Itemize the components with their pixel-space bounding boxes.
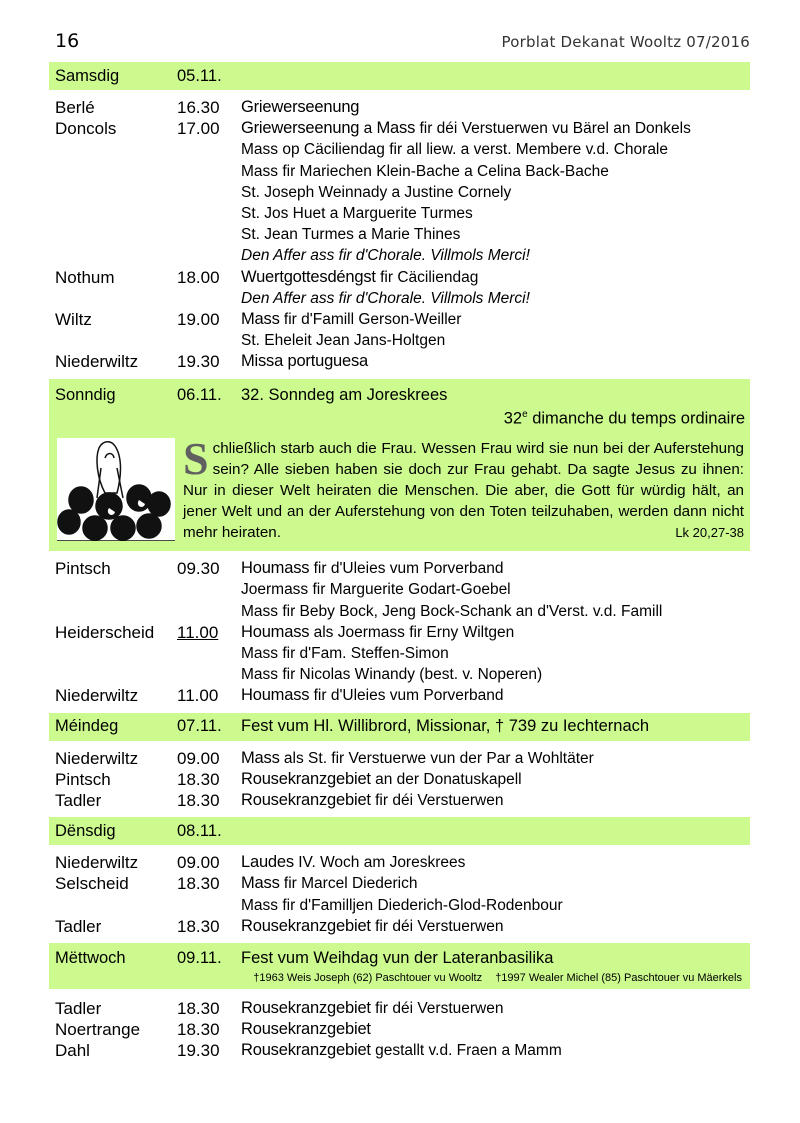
- day-name: Sonndig: [55, 385, 116, 404]
- publication-title: Porblat Dekanat Wooltz 07/2016: [501, 33, 750, 51]
- place: Berlé: [55, 98, 95, 117]
- service-line: [241, 852, 750, 873]
- schedule: [49, 62, 750, 1068]
- time: 18.30: [177, 790, 220, 810]
- time: 18.30: [177, 998, 220, 1018]
- time: 18.30: [177, 916, 220, 936]
- service-entry: [49, 1019, 750, 1040]
- day-date: 09.11.: [177, 948, 222, 967]
- service-type: Rousekranzgebiet: [241, 769, 371, 788]
- sunday-entries: [49, 558, 750, 706]
- service-entry: [49, 309, 750, 351]
- gospel-reading: [49, 433, 750, 543]
- time: 18.30: [177, 1020, 220, 1040]
- time: 17.00: [177, 119, 220, 139]
- drop-cap: S: [183, 433, 209, 485]
- day-header-saturday: [49, 62, 750, 90]
- service-entry: [49, 998, 750, 1019]
- service-type: Houmass: [241, 686, 310, 705]
- time: 18.30: [177, 874, 220, 894]
- service-line: [241, 769, 750, 790]
- offering-note: Den Affer ass fir d'Chorale. Villmols Merci!: [241, 289, 530, 307]
- place: Niederwiltz: [55, 686, 139, 706]
- memorial-note: †1997 Wealer Michel (85) Paschtouer vu Mäerkels: [495, 971, 742, 984]
- service-line: Mass fir Beby Bock, Jeng Bock-Schank an d'Verst. v.d. Famill: [241, 602, 663, 620]
- service-type: Mass: [376, 119, 416, 138]
- place: Selscheid: [55, 874, 129, 894]
- service-line: [241, 309, 750, 330]
- service-type: Rousekranzgebiet: [241, 1041, 371, 1060]
- service-line: [241, 790, 750, 811]
- day-header-wednesday: [49, 943, 750, 989]
- time: 09.00: [177, 748, 220, 768]
- service-entry: [49, 748, 750, 769]
- place: Pintsch: [55, 559, 111, 579]
- day-subtitle: [49, 409, 750, 429]
- service-line: [241, 1040, 750, 1061]
- service-line: [241, 622, 750, 643]
- page-header: [55, 30, 750, 54]
- place: Tadler: [55, 790, 102, 810]
- service-detail: an der Donatuskapell: [370, 770, 522, 788]
- service-detail: fir Cäciliendag: [375, 268, 479, 286]
- service-type: Missa portuguesa: [241, 352, 369, 371]
- reading-text: [183, 433, 750, 543]
- service-type: Griewerseenung: [241, 119, 360, 138]
- service-entry: [49, 852, 750, 873]
- service-detail: a: [359, 120, 377, 138]
- service-type: Wuertgottesdéngst: [241, 267, 376, 286]
- day-name: Dënsdig: [55, 821, 116, 840]
- day-title: 32. Sonndeg am Joreskrees: [241, 385, 448, 404]
- service-entry: [49, 769, 750, 790]
- service-type: Mass: [241, 874, 280, 893]
- service-type: Houmass: [241, 622, 310, 641]
- tuesday-entries: [49, 852, 750, 937]
- day-title: Fest vum Hl. Willibrord, Missionar, † 739 zu Iechternach: [241, 717, 650, 736]
- service-detail: fir déi Verstuerwen: [370, 917, 504, 935]
- service-line: [241, 748, 750, 769]
- day-date: 08.11.: [177, 821, 222, 840]
- service-type: Griewerseenung: [241, 98, 360, 116]
- service-line: St. Jean Turmes a Marie Thines: [241, 226, 461, 244]
- subtitle-ordinal: e: [522, 408, 528, 420]
- offering-note: Den Affer ass fir d'Chorale. Villmols Merci!: [241, 247, 530, 265]
- subtitle-text: dimanche du temps ordinaire: [527, 409, 745, 428]
- service-detail: als St. fir Verstuerwe vun der Par a Wohltäter: [279, 749, 594, 767]
- service-detail: als Joermass fir Erny Wiltgen: [309, 623, 515, 641]
- service-line: Mass fir Mariechen Klein-Bache a Celina Back-Bache: [241, 162, 609, 180]
- service-line: Mass fir d'Fam. Steffen-Simon: [241, 644, 449, 662]
- time: 18.30: [177, 769, 220, 789]
- day-name: Méindeg: [55, 717, 119, 736]
- service-line: St. Eheleit Jean Jans-Holtgen: [241, 332, 446, 350]
- place: Doncols: [55, 119, 117, 139]
- service-detail: fir d'Uleies vum Porverband: [309, 560, 504, 578]
- service-entry: [49, 118, 750, 266]
- place: Niederwiltz: [55, 748, 139, 768]
- day-name: Samsdig: [55, 66, 120, 85]
- wednesday-entries: [49, 998, 750, 1062]
- service-type: Mass: [241, 310, 280, 329]
- saturday-entries: [49, 97, 750, 373]
- day-title: Fest vum Weihdag vun der Lateranbasilika: [241, 948, 554, 967]
- time: 19.00: [177, 310, 220, 330]
- service-entry: [49, 97, 750, 118]
- service-line: [241, 558, 750, 579]
- place: Wiltz: [55, 310, 92, 330]
- day-header-monday: [49, 713, 750, 741]
- reading-body: chließlich starb auch die Frau. Wessen Frau wird sie nun bei der Auferstehung sein? Alle sieben haben sie doch zur Frau gehabt. Da sagte Jesus zu ihnen: Nur in dieser Welt heiraten die Menschen. Die aber, die Gott für würdig hält, an jener Welt und an der Auferstehung von den Toten teilzuhaben, werden dann nicht mehr heiraten.: [183, 440, 744, 542]
- service-entry: [49, 351, 750, 372]
- place: Niederwiltz: [55, 352, 139, 372]
- place: Heiderscheid: [55, 622, 155, 642]
- bible-reference: Lk 20,27-38: [675, 525, 744, 541]
- service-detail: fir Marcel Diederich: [279, 875, 418, 893]
- service-line: Joermass fir Marguerite Godart-Goebel: [241, 581, 511, 599]
- service-line: St. Jos Huet a Marguerite Turmes: [241, 205, 473, 223]
- service-detail: fir déi Verstuerwen vu Bärel an Donkels: [415, 120, 691, 138]
- service-type: Rousekranzgebiet: [241, 916, 371, 935]
- memorial-notes: [49, 972, 750, 984]
- time: 09.30: [177, 559, 220, 579]
- time: 11.00: [177, 622, 219, 642]
- service-entry: [49, 685, 750, 706]
- service-type: Mass: [241, 748, 280, 767]
- service-entry: [49, 1040, 750, 1061]
- day-header-tuesday: [49, 817, 750, 845]
- service-line: St. Joseph Weinnady a Justine Cornely: [241, 183, 512, 201]
- service-detail: fir d'Uleies vum Porverband: [309, 687, 504, 705]
- service-entry: [49, 873, 750, 915]
- service-entry: [49, 622, 750, 686]
- service-type: Rousekranzgebiet: [241, 1020, 371, 1039]
- time: 19.30: [177, 352, 220, 372]
- place: Nothum: [55, 267, 115, 287]
- time: 16.30: [177, 98, 220, 117]
- crowd-illustration-icon: [57, 438, 175, 541]
- service-line: [241, 351, 750, 372]
- place: Dahl: [55, 1041, 90, 1061]
- service-line: Mass fir d'Familljen Diederich-Glod-Rodenbour: [241, 896, 563, 914]
- service-line: [241, 1019, 750, 1040]
- service-entry: [49, 916, 750, 937]
- time: 19.30: [177, 1041, 220, 1061]
- time: 18.00: [177, 267, 220, 287]
- service-line: Mass fir Nicolas Winandy (best. v. Noperen): [241, 666, 543, 684]
- service-line: [241, 267, 750, 288]
- service-type: Houmass: [241, 559, 310, 578]
- service-type: Rousekranzgebiet: [241, 998, 371, 1017]
- service-entry: [49, 267, 750, 309]
- service-type: Rousekranzgebiet: [241, 790, 371, 809]
- page-number: 16: [55, 30, 80, 52]
- service-detail: gestallt v.d. Fraen a Mamm: [370, 1042, 562, 1060]
- service-line: [241, 916, 750, 937]
- day-header-sunday: [49, 379, 750, 552]
- time: 11.00: [177, 686, 219, 706]
- service-line: [241, 685, 750, 706]
- monday-entries: [49, 748, 750, 812]
- service-line: [241, 873, 750, 894]
- day-date: 07.11.: [177, 717, 222, 736]
- service-entry: [49, 790, 750, 811]
- day-name: Mëttwoch: [55, 948, 126, 967]
- memorial-note: †1963 Weis Joseph (62) Paschtouer vu Wooltz: [253, 971, 483, 984]
- place: Niederwiltz: [55, 853, 139, 873]
- service-entry: [49, 558, 750, 622]
- service-type: Laudes: [241, 853, 294, 872]
- place: Pintsch: [55, 769, 111, 789]
- service-line: [241, 97, 750, 118]
- place: Tadler: [55, 916, 102, 936]
- day-date: 05.11.: [177, 66, 222, 85]
- place: Tadler: [55, 998, 102, 1018]
- subtitle-number: 32: [503, 409, 523, 428]
- service-line: [241, 998, 750, 1019]
- service-detail: IV. Woch am Joreskrees: [293, 854, 466, 872]
- place: Noertrange: [55, 1020, 141, 1040]
- service-detail: fir déi Verstuerwen: [370, 999, 504, 1017]
- day-date: 06.11.: [177, 385, 222, 404]
- service-line: [241, 118, 750, 139]
- time: 09.00: [177, 853, 220, 873]
- service-detail: fir d'Famill Gerson-Weiller: [279, 311, 462, 329]
- service-detail: fir déi Verstuerwen: [370, 791, 504, 809]
- service-line: Mass op Cäciliendag fir all liew. a verst. Membere v.d. Chorale: [241, 141, 668, 159]
